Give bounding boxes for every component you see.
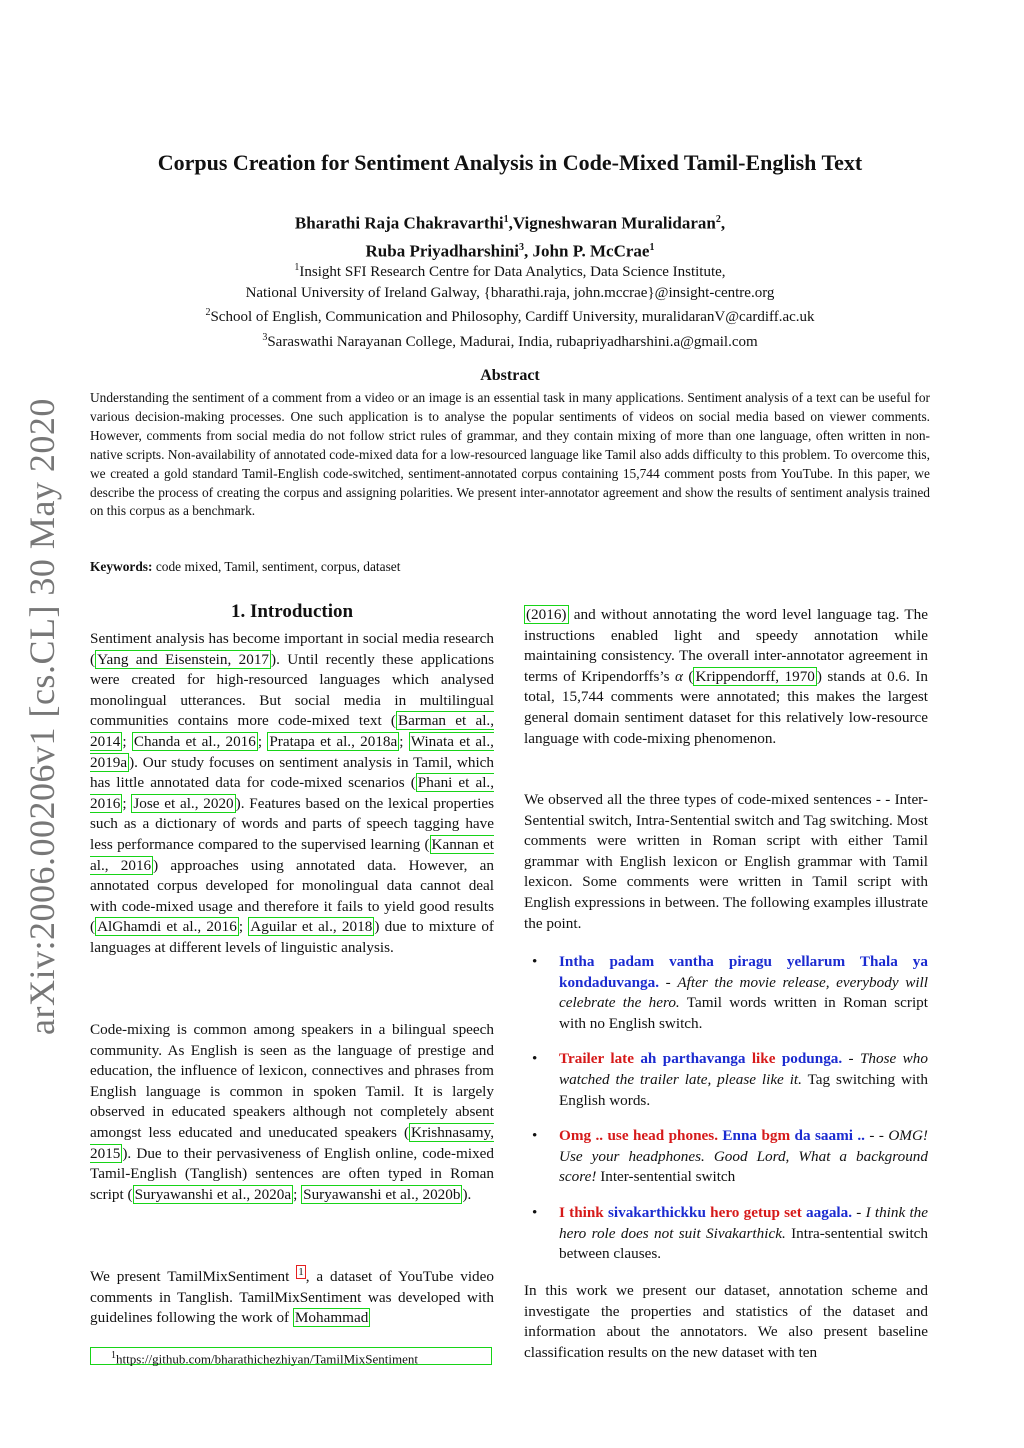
text: ) approaches using annotated data. However, an annotated corpus developed for monolingual data cannot deal with code-mixed usage and therefore it fails to yield good results ( [90,856,494,936]
text: Inter-sentential switch [596,1168,736,1186]
affil-sup: 2 [205,307,211,318]
paper-title: Corpus Creation for Sentiment Analysis in Code-Mixed Tamil-English Text [157,150,863,175]
citation-link[interactable]: Phani et al., 2016 [90,774,495,812]
english-words: bgm [757,1127,791,1145]
text: ) stands at 0.6. In total, 15,744 comments were annotated; this makes the largest general domain sentiment dataset for this relatively low-resource language with code-mixing phenomenon. [524,667,928,747]
author-name: Ruba Priyadharshini [365,241,520,261]
author-name: , John P. McCrae [524,241,650,261]
citation-link[interactable]: Krippendorff, 1970 [695,667,815,685]
text: ). Due to their pervasiveness of English online, code-mixed Tamil-English (Tanglish) sentences are often typed in Roman script ( [90,1144,494,1203]
text: We present TamilMixSentiment [90,1268,297,1285]
text: ; [293,1185,302,1203]
intro-paragraph-5 [524,790,928,934]
citation-link[interactable]: Suryawanshi et al., 2020b [303,1185,461,1203]
tamil-words: ah parthavanga [633,1050,746,1068]
affiliation-line [60,258,960,283]
text: ; [257,732,268,750]
keywords-text: code mixed, Tamil, sentiment, corpus, dataset [155,559,401,574]
citation-link[interactable]: Aguilar et al., 2018 [250,918,373,936]
list-item [532,1049,928,1111]
affil-sup: 1 [294,262,300,273]
text: ). [462,1185,472,1203]
citation-link[interactable]: Mohammad [294,1309,369,1327]
footnote-url[interactable]: https://github.com/bharathichezhiyan/TamilMixSentiment [116,1351,419,1367]
list-item [532,952,928,1034]
author-name: Bharathi Raja Chakravarthi [294,213,504,233]
text: Sentiment analysis has become important in social media research ( [90,630,494,668]
affil-text: Saraswathi Narayanan College, Madurai, India, rubapriyadharshini.a@gmail.com [267,333,758,350]
affiliation-line [60,303,960,328]
affil-sup: 3 [262,331,268,343]
text: Code-mixing is common among speakers in a bilingual speech community. As English is seen as the language of prestige and education, the influence of lexicon, connectives and phrases from English language is common in spoken Tamil. It is largely observed in educated speakers although not completely absent amongst less educated and uneducated speakers ( [90,1021,494,1141]
english-words: I think [559,1203,604,1221]
translation: After the movie release, everybody will celebrate the hero. [559,973,928,1012]
bullet-marker: • [532,1203,538,1221]
tamil-words: Enna [718,1127,758,1145]
abstract-heading: Abstract [480,367,540,384]
citation-link[interactable]: AlGhamdi et al., 2016 [97,918,237,936]
translation: Those who watched the trailer late, please like it. [559,1050,928,1088]
section-heading-introduction: 1. Introduction [230,601,354,622]
text: ; [399,732,409,750]
affiliations [60,258,960,352]
author-name: ,Vigneshwaran Muralidaran [508,213,716,233]
intro-paragraph-4 [524,605,928,749]
text: , a dataset of YouTube video comments in Tanglish. TamilMixSentiment was developed with guidelines following the work of [90,1268,494,1327]
author-list [60,208,960,263]
bullet-marker: • [532,953,538,970]
tamil-words: sivakarthickku [603,1203,706,1221]
text: - [659,973,678,991]
arxiv-sidebar-stamp: arXiv:2006.00206v1 [cs.CL] 30 May 2020 [22,398,62,1035]
text: ; [122,794,132,812]
citation-link[interactable]: Winata et al., 2019a [90,732,494,771]
translation: OMG! Use your headphones. Good Lord, What a background score! [559,1127,928,1186]
author-separator: , [720,213,726,233]
text: Tamil words written in Roman script with no English switch. [559,994,928,1032]
list-item [532,1126,928,1188]
example-list [532,952,928,1280]
text: - [852,1203,866,1221]
text: ). Until recently these applications were created for high-resourced languages which analysed monolingual utterances. But social media in multilingual communities contains more code-mixed text ( [90,650,494,730]
citation-link[interactable]: Kannan et al., 2016 [90,835,494,874]
citation-link[interactable]: Yang and Eisenstein, 2017 [97,650,270,668]
footnote-number: 1 [111,1350,116,1361]
footnote-link[interactable]: 1 [298,1265,304,1278]
citation-link[interactable]: Chanda et al., 2016 [133,732,256,750]
text: ; [238,918,249,936]
abstract-body: Understanding the sentiment of a comment from a video or an image is an essential task in many applications. Sentiment analysis of a text can be useful for various decision-making processes. One such application is to analyse the popular sentiments of videos on social media based on viewer comments. However, comments from social media do not follow strict rules of grammar, and they contain mixing of more than one language, often written in non-native scripts. Non-availability of annotated code-mixed data for a low-resourced language like Tamil also adds difficulty to this problem. To overcome this, we created a gold standard Tamil-English code-switched, sentiment-annotated corpus containing 15,744 comment posts from YouTube. In this paper, we describe the process of creating the corpus and assigning polarities. We present inter-annotator agreement and show the results of sentiment analysis trained on this corpus as a benchmark. [90,390,930,519]
author-affil-sup: 1 [649,241,655,253]
english-words: Trailer late [559,1050,634,1068]
affil-text: Insight SFI Research Centre for Data Analytics, Data Science Institute, [299,264,726,280]
tamil-words: da saami .. [790,1127,865,1145]
affil-text: School of English, Communication and Philosophy, Cardiff University, muralidaranV@cardiff.ac.uk [210,309,815,325]
citation-link[interactable]: Pratapa et al., 2018a [269,732,398,750]
text: ; [122,732,132,750]
intro-paragraph-1 [90,629,494,959]
affiliation-line [60,328,960,353]
text: - - [864,1127,889,1145]
text: We observed all the three types of code-mixed sentences - - Inter-Sentential switch, Intra-Sentential switch and Tag switching. Most comments were written in Roman script with either Tamil grammar with English lexicon or English grammar with Tamil lexicon. Some comments were written in Tamil script with English expressions in between. The following examples illustrate the point. [524,791,928,932]
bullet-marker: • [532,1127,538,1145]
text: Intra-sentential switch between clauses. [559,1224,928,1263]
tamil-words: podunga. [775,1050,843,1068]
text: Tag switching with English words. [559,1070,928,1109]
citation-link[interactable]: Barman et al., 2014 [90,712,495,750]
author-affil-sup: 1 [503,214,509,225]
text: - [842,1050,860,1068]
keywords-label: Keywords: [90,559,153,574]
text: ). Features based on the lexical properties such as a dictionary of words and parts of speech tagging have less performance compared to the supervised learning ( [90,794,494,853]
intro-paragraph-2 [90,1020,494,1205]
affiliation-line: National University of Ireland Galway, {bharathi.raja, john.mccrae}@insight-centre.org [245,284,775,301]
english-words: like [745,1050,776,1068]
text: ( [682,667,694,685]
citation-link[interactable]: (2016) [526,606,567,623]
footnote-link-box[interactable] [90,1347,492,1365]
text: In this work we present our dataset, annotation scheme and investigate the properties and statistics of the dataset and information about the annotators. We also present baseline classification results on the new dataset with ten [524,1282,928,1361]
author-affil-sup: 2 [715,214,721,225]
keywords [90,559,930,575]
text: ) due to mixture of languages at different levels of linguistic analysis. [90,918,494,956]
author-affil-sup: 3 [519,241,525,253]
intro-paragraph-3 [90,1267,494,1329]
citation-link[interactable]: Krishnasamy, 2015 [90,1123,494,1162]
english-words: hero getup set [705,1203,802,1221]
tamil-words: aagala. [801,1203,853,1221]
text: and without annotating the word level language tag. The instructions enabled light and speedy annotation while maintaining consistency. The overall inter-annotator agreement in terms of Kripendorffs’s [524,606,928,685]
intro-paragraph-6 [524,1281,928,1363]
list-item [532,1203,928,1265]
english-words: Omg .. use head phones. [559,1127,718,1145]
bullet-marker: • [532,1050,538,1068]
text: ). Our study focuses on sentiment analysis in Tamil, which has little annotated data for code-mixed scenarios ( [90,753,494,792]
tamil-words: Intha padam vantha piragu yellarum Thala ya kondaduvanga. [559,953,928,991]
translation: I think the hero role does not suit Sivakarthick. [559,1203,928,1242]
citation-link[interactable]: Jose et al., 2020 [133,794,234,812]
citation-link[interactable]: Suryawanshi et al., 2020a [134,1185,292,1203]
alpha-symbol: α [674,667,683,685]
